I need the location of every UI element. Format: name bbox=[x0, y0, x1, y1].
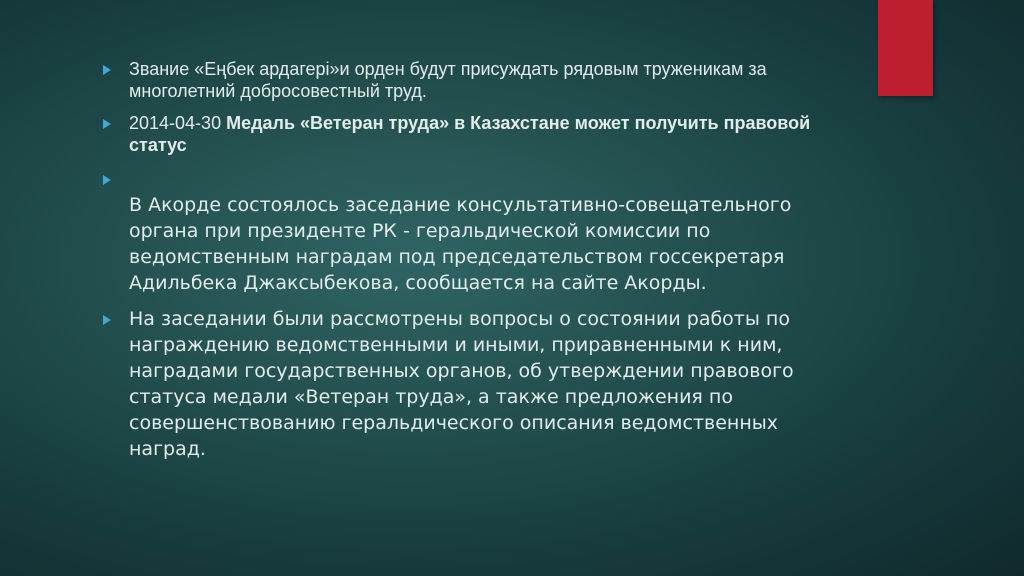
triangle-bullet-icon bbox=[103, 315, 111, 325]
triangle-bullet-icon bbox=[103, 119, 111, 129]
bullet-text: Звание «Еңбек ардагері»и орден будут присуждать рядовым труженикам за многолетний добросовестный труд. bbox=[129, 59, 767, 101]
bullet-text: В Акорде состоялось заседание консультативно-совещательного органа при президенте РК - геральдической комиссии по ведомственным наградам под председательством госсекретаря Адильбека Джаксыбекова, сообщается на сайте Акорды. bbox=[129, 194, 792, 294]
bullet-item bbox=[103, 112, 823, 156]
bullet-item bbox=[103, 166, 823, 296]
slide-content bbox=[103, 58, 823, 472]
bullet-text: На заседании были рассмотрены вопросы о состоянии работы по награждению ведомственными и иными, приравненными к ним, наградами государственных органов, об утверждении правового статуса медали «Ветеран труда», а также предложения по совершенствованию геральдического описания ведомственных наград. bbox=[129, 308, 794, 460]
bullet-item bbox=[103, 306, 823, 462]
news-date: 2014-04-30 bbox=[129, 113, 222, 133]
bullet-item bbox=[103, 58, 823, 102]
triangle-bullet-icon bbox=[103, 175, 111, 185]
news-headline: Медаль «Ветеран труда» в Казахстане может получить правовой статус bbox=[129, 113, 811, 155]
triangle-bullet-icon bbox=[103, 65, 111, 75]
red-accent-bar bbox=[878, 0, 933, 96]
